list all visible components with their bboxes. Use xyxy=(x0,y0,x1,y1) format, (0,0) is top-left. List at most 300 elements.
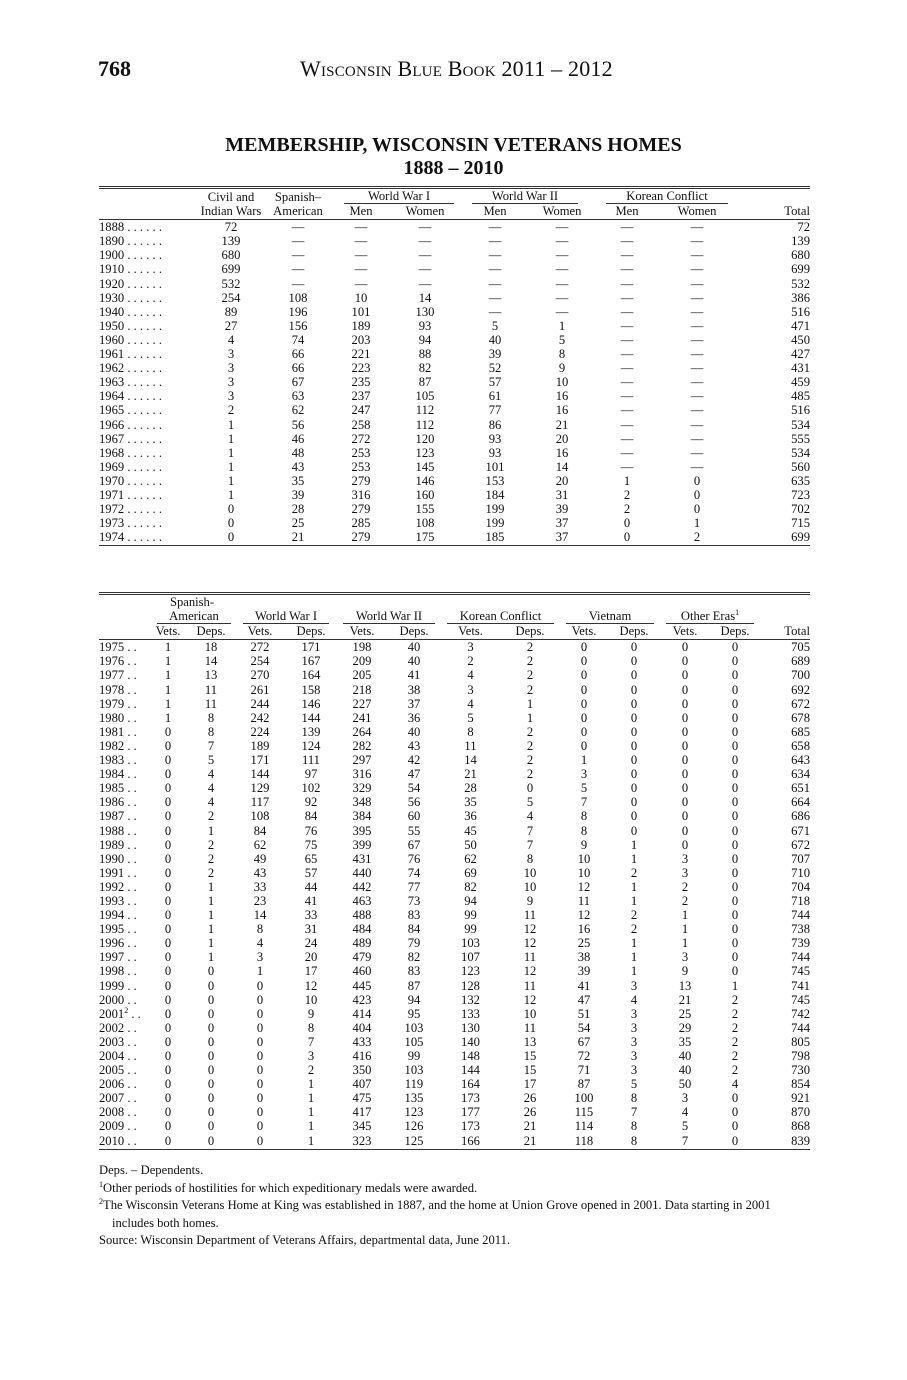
value-cell: 47 xyxy=(577,992,591,1007)
value-cell: 39 xyxy=(555,502,569,517)
value-cell: 103 xyxy=(461,936,480,951)
value-cell: 0 xyxy=(681,823,689,838)
value-cell: — xyxy=(620,290,634,305)
subcol-vets: Vets. xyxy=(235,624,285,640)
value-cell: 11 xyxy=(523,1020,537,1035)
value-cell: 148 xyxy=(461,1049,480,1063)
value-cell: 0 xyxy=(731,781,739,796)
value-cell: 0 xyxy=(164,1091,172,1106)
year-cell: 2004 . . xyxy=(99,1049,137,1063)
value-cell: 41 xyxy=(577,978,591,993)
value-cell: — xyxy=(620,361,634,376)
value-cell: 658 xyxy=(791,738,810,753)
value-cell: 0 xyxy=(681,738,689,753)
value-cell: 0 xyxy=(256,1049,264,1063)
table-row xyxy=(99,248,810,262)
value-cell: — xyxy=(418,248,432,263)
value-cell: 8 xyxy=(307,1020,315,1035)
value-cell: 0 xyxy=(681,724,689,739)
group-ww2: World War II xyxy=(472,189,578,204)
value-cell: 3 xyxy=(681,851,689,866)
value-cell: 0 xyxy=(731,823,739,838)
value-cell: 17 xyxy=(304,964,318,979)
table-row xyxy=(99,753,810,767)
value-cell: 4 xyxy=(207,767,215,782)
value-cell: 5 xyxy=(207,753,215,768)
value-cell: 108 xyxy=(415,516,435,531)
value-cell: 2 xyxy=(207,809,215,824)
value-cell: 1 xyxy=(227,459,235,474)
group-spanish-line1: Spanish- xyxy=(169,595,215,609)
value-cell: 10 xyxy=(523,865,537,880)
value-cell: 99 xyxy=(464,908,477,923)
year-cell: 1990 . . xyxy=(99,851,137,866)
value-cell: 37 xyxy=(532,530,592,546)
value-cell: 0 xyxy=(580,654,588,669)
value-cell: 82 xyxy=(407,950,421,965)
value-cell: 254 xyxy=(221,290,241,305)
value-cell: 634 xyxy=(791,767,810,782)
value-cell: 1 xyxy=(731,978,739,993)
table-row xyxy=(99,1091,810,1105)
value-cell: 40 xyxy=(678,1049,692,1063)
value-cell: 0 xyxy=(164,1077,172,1092)
year-cell: 1982 . . xyxy=(99,738,137,753)
year-cell: 1967 . . . . . . xyxy=(99,431,162,446)
value-cell: 199 xyxy=(485,516,505,531)
value-cell: 0 xyxy=(731,1105,739,1120)
value-cell: 0 xyxy=(693,487,701,502)
value-cell: 4 xyxy=(467,696,474,711)
value-cell: 0 xyxy=(164,1006,172,1021)
value-cell: 0 xyxy=(630,724,638,739)
value-cell: 635 xyxy=(791,473,810,488)
table-row xyxy=(99,1077,810,1091)
value-cell: — xyxy=(620,318,634,333)
value-cell: 1 xyxy=(681,908,689,923)
value-cell: 0 xyxy=(592,530,662,546)
value-cell: 21 xyxy=(500,1134,560,1150)
table-row xyxy=(99,516,810,530)
table-row xyxy=(99,711,810,725)
subcol-deps: Deps. xyxy=(187,624,235,640)
value-cell: 0 xyxy=(731,640,739,655)
value-cell: 1 xyxy=(227,431,235,446)
note-1: $^1$Other periods of hostilities for which expeditionary medals were awarded. xyxy=(99,1179,478,1195)
value-cell: 0 xyxy=(580,738,588,753)
value-cell: 45 xyxy=(464,823,477,838)
value-cell: — xyxy=(620,248,634,263)
value-cell: 0 xyxy=(164,795,172,810)
value-cell: 651 xyxy=(791,781,810,796)
value-cell: 0 xyxy=(580,668,588,683)
value-cell: 112 xyxy=(415,417,435,432)
value-cell: 247 xyxy=(351,403,371,418)
value-cell: 0 xyxy=(731,668,739,683)
value-cell: — xyxy=(620,431,634,446)
value-cell: 153 xyxy=(485,473,505,488)
value-cell: 74 xyxy=(407,865,421,880)
value-cell: 3 xyxy=(467,682,474,697)
value-cell: 445 xyxy=(352,978,372,993)
value-cell: 2 xyxy=(731,1034,739,1049)
value-cell: 0 xyxy=(731,964,739,979)
value-cell: 223 xyxy=(351,361,371,376)
value-cell: 1 xyxy=(681,936,689,951)
value-cell: 1 xyxy=(164,668,172,683)
value-cell: 50 xyxy=(464,837,477,852)
value-cell: 440 xyxy=(352,865,372,880)
table-row xyxy=(99,305,810,319)
value-cell: 0 xyxy=(681,781,689,796)
year-cell: 1960 . . . . . . xyxy=(99,332,162,347)
value-cell: 105 xyxy=(415,389,435,404)
value-cell: 51 xyxy=(577,1006,591,1021)
value-cell: 0 xyxy=(164,781,172,796)
value-cell: 664 xyxy=(791,795,810,810)
value-cell: — xyxy=(620,234,634,249)
value-cell: 12 xyxy=(523,992,537,1007)
value-cell: — xyxy=(354,248,368,263)
value-cell: — xyxy=(555,262,569,277)
value-cell: 26 xyxy=(523,1091,537,1106)
value-cell: 87 xyxy=(418,375,432,390)
value-cell: 20 xyxy=(555,431,569,446)
value-cell: 0 xyxy=(731,851,739,866)
value-cell: — xyxy=(488,248,502,263)
value-cell: 348 xyxy=(352,795,372,810)
year-cell: 1985 . . xyxy=(99,781,137,796)
value-cell: — xyxy=(690,234,704,249)
value-cell: 23 xyxy=(253,893,267,908)
value-cell: 699 xyxy=(221,262,241,277)
year-cell: 2002 . . xyxy=(99,1020,137,1035)
value-cell: 0 xyxy=(630,767,638,782)
value-cell: 0 xyxy=(207,964,215,979)
col-korea-men: Men xyxy=(592,204,662,220)
value-cell: 111 xyxy=(302,753,320,768)
value-cell: 35 xyxy=(464,795,477,810)
value-cell: 0 xyxy=(731,738,739,753)
value-cell: 16 xyxy=(555,403,569,418)
value-cell: 1 xyxy=(630,964,638,979)
value-cell: 4 xyxy=(227,332,235,347)
value-cell: 0 xyxy=(164,964,172,979)
value-cell: 671 xyxy=(791,823,810,838)
value-cell: 44 xyxy=(304,879,318,894)
value-cell: 155 xyxy=(415,502,435,517)
value-cell: 10 xyxy=(577,851,591,866)
col-ww2-women: Women xyxy=(532,204,592,220)
value-cell: 13 xyxy=(204,668,218,683)
value-cell: 870 xyxy=(791,1105,810,1120)
value-cell: 0 xyxy=(164,767,172,782)
year-cell: 1969 . . . . . . xyxy=(99,459,162,474)
year-cell: 1963 . . . . . . xyxy=(99,375,162,390)
value-cell: 0 xyxy=(164,865,172,880)
value-cell: 241 xyxy=(352,710,372,725)
value-cell: 3 xyxy=(580,767,588,782)
value-cell: 1 xyxy=(307,1091,315,1106)
value-cell: 28 xyxy=(464,781,477,796)
value-cell: 0 xyxy=(256,1020,264,1035)
year-cell: 1968 . . . . . . xyxy=(99,445,162,460)
value-cell: 132 xyxy=(461,992,480,1007)
value-cell: 18 xyxy=(204,640,218,655)
value-cell: 11 xyxy=(204,696,218,711)
value-cell: 146 xyxy=(415,473,435,488)
value-cell: 75 xyxy=(304,837,318,852)
value-cell: — xyxy=(620,220,634,235)
value-cell: 63 xyxy=(291,389,305,404)
value-cell: 0 xyxy=(207,1091,215,1106)
value-cell: — xyxy=(354,262,368,277)
value-cell: — xyxy=(690,276,704,291)
year-cell: 1995 . . xyxy=(99,922,137,937)
value-cell: 89 xyxy=(224,304,238,319)
value-cell: — xyxy=(418,220,432,235)
year-cell: 1980 . . xyxy=(99,710,137,725)
value-cell: 0 xyxy=(731,696,739,711)
value-cell: 1 xyxy=(580,753,588,768)
value-cell: 37 xyxy=(407,696,421,711)
value-cell: 61 xyxy=(488,389,502,404)
value-cell: 1 xyxy=(227,445,235,460)
value-cell: 0 xyxy=(526,781,534,796)
value-cell: 0 xyxy=(731,767,739,782)
value-cell: 123 xyxy=(415,445,435,460)
value-cell: 705 xyxy=(791,640,810,655)
group-ww1: World War I xyxy=(344,189,454,204)
value-cell: 0 xyxy=(630,795,638,810)
value-cell: 258 xyxy=(351,417,371,432)
value-cell: 0 xyxy=(681,710,689,725)
value-cell: 8 xyxy=(558,347,566,362)
table-row xyxy=(99,1105,810,1119)
value-cell: 62 xyxy=(253,837,267,852)
value-cell: 83 xyxy=(407,964,421,979)
value-cell: 49 xyxy=(253,851,267,866)
value-cell: 47 xyxy=(407,767,421,782)
value-cell: 2 xyxy=(526,654,534,669)
year-cell: 1987 . . xyxy=(99,809,137,824)
value-cell: — xyxy=(620,445,634,460)
value-cell: 140 xyxy=(461,1034,480,1049)
value-cell: 264 xyxy=(352,724,372,739)
table-row xyxy=(99,993,810,1007)
value-cell: — xyxy=(488,262,502,277)
value-cell: 2 xyxy=(662,530,732,546)
value-cell: 9 xyxy=(558,361,566,376)
value-cell: 21 xyxy=(266,530,330,546)
value-cell: 145 xyxy=(415,459,435,474)
value-cell: 14 xyxy=(418,290,432,305)
value-cell: 0 xyxy=(630,823,638,838)
value-cell: 73 xyxy=(407,893,421,908)
value-cell: 399 xyxy=(352,837,372,852)
table-row xyxy=(99,866,810,880)
value-cell: 10 xyxy=(555,375,569,390)
value-cell: 1 xyxy=(227,487,235,502)
value-cell: — xyxy=(555,248,569,263)
value-cell: 8 xyxy=(526,851,534,866)
value-cell: 0 xyxy=(164,893,172,908)
value-cell: 35 xyxy=(291,473,305,488)
value-cell: 868 xyxy=(791,1119,810,1134)
value-cell: 2 xyxy=(731,1006,739,1021)
value-cell: 16 xyxy=(577,922,591,937)
value-cell: 285 xyxy=(351,516,371,531)
value-cell: 125 xyxy=(387,1134,441,1150)
year-cell: 2008 . . xyxy=(99,1105,137,1120)
table-row xyxy=(99,361,810,375)
table2-body xyxy=(99,640,810,1149)
value-cell: 173 xyxy=(461,1119,480,1134)
value-cell: 15 xyxy=(523,1063,537,1078)
value-cell: 1 xyxy=(630,837,638,852)
value-cell: 92 xyxy=(304,795,318,810)
value-cell: 704 xyxy=(791,879,810,894)
value-cell: 1 xyxy=(227,473,235,488)
value-cell: 184 xyxy=(485,487,505,502)
value-cell: 0 xyxy=(164,936,172,951)
year-cell: 1994 . . xyxy=(99,908,137,923)
value-cell: 692 xyxy=(791,682,810,697)
value-cell: 3 xyxy=(681,1091,689,1106)
value-cell: 1 xyxy=(207,936,215,951)
table-row xyxy=(99,979,810,993)
value-cell: — xyxy=(620,347,634,362)
value-cell: — xyxy=(690,290,704,305)
value-cell: 715 xyxy=(791,516,810,531)
value-cell: 0 xyxy=(256,992,264,1007)
value-cell: — xyxy=(555,304,569,319)
table-row xyxy=(99,767,810,781)
value-cell: 0 xyxy=(681,654,689,669)
value-cell: 404 xyxy=(352,1020,372,1035)
table-row xyxy=(99,809,810,823)
value-cell: 11 xyxy=(464,738,477,753)
value-cell: 741 xyxy=(791,978,810,993)
value-cell: 9 xyxy=(307,1006,315,1021)
value-cell: 261 xyxy=(250,682,270,697)
value-cell: — xyxy=(620,276,634,291)
value-cell: 329 xyxy=(352,781,372,796)
value-cell: 1 xyxy=(630,950,638,965)
value-cell: 3 xyxy=(307,1049,315,1063)
value-cell: 5 xyxy=(491,318,499,333)
value-cell: 384 xyxy=(352,809,372,824)
value-cell: — xyxy=(690,220,704,235)
value-cell: 0 xyxy=(164,753,172,768)
value-cell: 82 xyxy=(464,879,477,894)
value-cell: 1 xyxy=(558,318,566,333)
value-cell: 177 xyxy=(461,1105,480,1120)
value-cell: — xyxy=(620,304,634,319)
value-cell: 0 xyxy=(681,809,689,824)
value-cell: 8 xyxy=(608,1134,660,1150)
value-cell: 2 xyxy=(681,893,689,908)
value-cell: 8 xyxy=(580,809,588,824)
table-row xyxy=(99,654,810,668)
value-cell: 4 xyxy=(526,809,534,824)
value-cell: 189 xyxy=(351,318,371,333)
membership-table-1975-2010 xyxy=(99,592,810,1150)
value-cell: 0 xyxy=(164,1034,172,1049)
value-cell: 279 xyxy=(330,530,392,546)
value-cell: — xyxy=(690,375,704,390)
value-cell: 718 xyxy=(791,893,810,908)
value-cell: 0 xyxy=(681,837,689,852)
value-cell: 57 xyxy=(488,375,502,390)
value-cell: 2 xyxy=(681,879,689,894)
value-cell: — xyxy=(291,276,305,291)
note-2: $^2$The Wisconsin Veterans Home at King was established in 1887, and the home at Union Grove opened in 2001. Data starting in 2001 includes both homes. xyxy=(99,1196,771,1230)
value-cell: 3 xyxy=(630,1034,638,1049)
value-cell: 0 xyxy=(731,753,739,768)
value-cell: 272 xyxy=(351,431,371,446)
book-title: Wisconsin Blue Book 2011 – 2012 xyxy=(300,56,613,81)
value-cell: 297 xyxy=(352,753,372,768)
value-cell: 744 xyxy=(791,1020,810,1035)
value-cell: 56 xyxy=(407,795,421,810)
subcol-vets: Vets. xyxy=(660,624,710,640)
value-cell: 0 xyxy=(731,1091,739,1106)
value-cell: 2 xyxy=(207,851,215,866)
page-number: 768 xyxy=(98,56,131,81)
value-cell: 7 xyxy=(660,1134,710,1150)
table-row xyxy=(99,668,810,682)
value-cell: 12 xyxy=(304,978,318,993)
value-cell: 21 xyxy=(523,1119,537,1134)
table-row xyxy=(99,277,810,291)
value-cell: 144 xyxy=(461,1063,480,1078)
value-cell: 0 xyxy=(164,837,172,852)
value-cell: 1 xyxy=(630,936,638,951)
value-cell: 36 xyxy=(464,809,477,824)
value-cell: 173 xyxy=(461,1091,480,1106)
value-cell: — xyxy=(690,347,704,362)
value-cell: 198 xyxy=(352,640,372,655)
year-cell: 1910 . . . . . . xyxy=(99,262,162,277)
value-cell: 1 xyxy=(623,473,631,488)
value-cell: 28 xyxy=(291,502,305,517)
value-cell: 77 xyxy=(407,879,421,894)
value-cell: 93 xyxy=(488,431,502,446)
value-cell: 485 xyxy=(791,389,810,404)
value-cell: 40 xyxy=(488,332,502,347)
value-cell: 2 xyxy=(630,865,638,880)
note-source: Source: Wisconsin Department of Veterans Affairs, departmental data, June 2011. xyxy=(99,1233,511,1247)
value-cell: — xyxy=(690,332,704,347)
value-cell: 730 xyxy=(791,1063,810,1078)
value-cell: 37 xyxy=(555,516,569,531)
value-cell: 0 xyxy=(227,502,235,517)
value-cell: 224 xyxy=(250,724,270,739)
value-cell: — xyxy=(690,318,704,333)
value-cell: 69 xyxy=(464,865,477,880)
value-cell: 0 xyxy=(693,502,701,517)
value-cell: 128 xyxy=(461,978,480,993)
value-cell: 130 xyxy=(461,1020,480,1035)
value-cell: 10 xyxy=(304,992,318,1007)
value-cell: 218 xyxy=(352,682,372,697)
value-cell: 95 xyxy=(407,1006,421,1021)
value-cell: 442 xyxy=(352,879,372,894)
value-cell: 105 xyxy=(404,1034,424,1049)
value-cell: 14 xyxy=(464,753,477,768)
group-spanish-line2: American xyxy=(157,609,231,624)
